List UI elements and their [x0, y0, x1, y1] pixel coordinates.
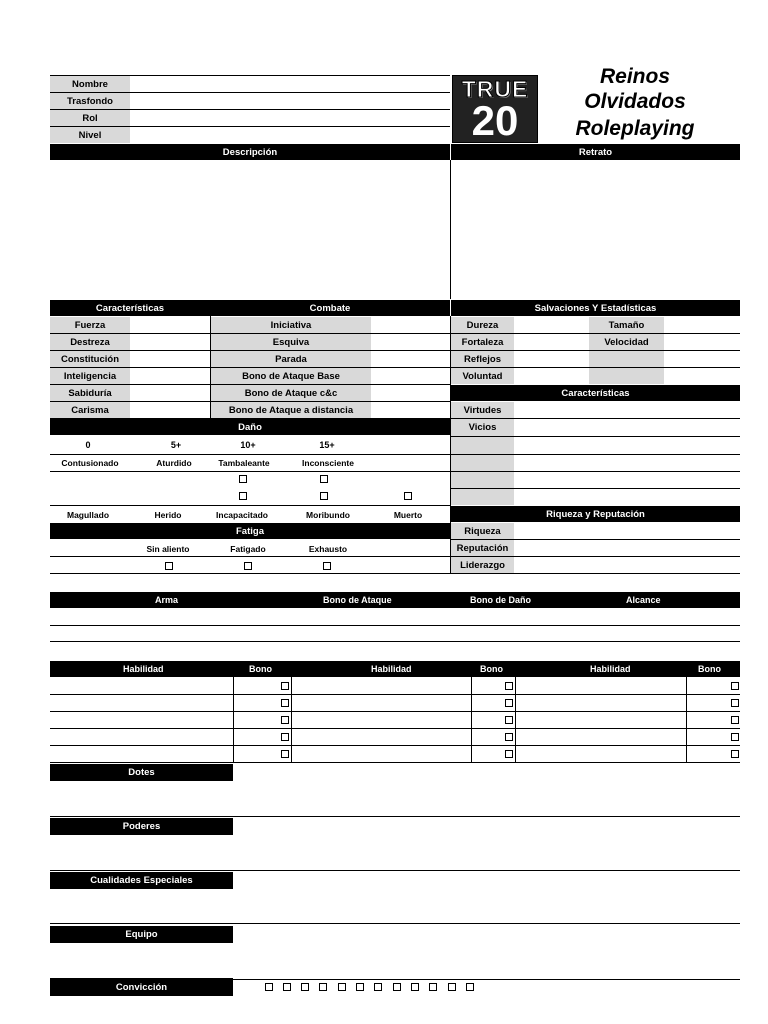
trait-blank	[451, 489, 514, 505]
title-line-1: Reinos	[599, 65, 670, 88]
skill-checkbox[interactable]	[505, 682, 513, 690]
ability-label: Constitución	[50, 351, 130, 367]
trait-blank	[451, 472, 514, 488]
equipment-header: Equipo	[50, 926, 233, 943]
conviction-header: Convicción	[50, 978, 233, 996]
ability-label: Sabiduría	[50, 385, 130, 401]
weapon-col-header: Bono de Ataque	[323, 595, 392, 605]
bonus-col-header: Bono	[698, 664, 721, 674]
abilities-header: Características	[50, 300, 210, 316]
skill-checkbox[interactable]	[281, 716, 289, 724]
conviction-checkbox[interactable]	[283, 983, 291, 991]
damage-threshold: 0	[85, 440, 91, 450]
damage-state: Aturdido	[156, 458, 192, 468]
combat-label: Iniciativa	[211, 317, 371, 333]
combat-label: Esquiva	[211, 334, 371, 350]
conviction-checkbox[interactable]	[393, 983, 401, 991]
fatigue-state: Exhausto	[308, 544, 348, 554]
logo-number: 20	[471, 97, 519, 144]
fatigue-header: Fatiga	[50, 523, 450, 539]
ability-label: Inteligencia	[50, 368, 130, 384]
damage-checkbox[interactable]	[239, 492, 247, 500]
wealth-label: Reputación	[451, 540, 514, 556]
conviction-checkbox[interactable]	[301, 983, 309, 991]
trait-blank	[451, 437, 514, 454]
weapon-col-header: Bono de Daño	[470, 595, 531, 605]
special-qualities-header: Cualidades Especiales	[50, 872, 233, 889]
name-field[interactable]	[131, 77, 449, 91]
damage-state: Tambaleante	[218, 458, 270, 468]
damage-header: Daño	[50, 419, 450, 435]
field-label-trasfondo: Trasfondo	[50, 93, 130, 109]
field-label-nivel: Nivel	[50, 127, 130, 143]
conviction-checkbox[interactable]	[448, 983, 456, 991]
stat-blank	[589, 351, 664, 367]
weapon-col-header: Arma	[155, 595, 179, 605]
save-label: Dureza	[451, 317, 514, 333]
combat-label: Parada	[211, 351, 371, 367]
wealth-label: Liderazgo	[451, 557, 514, 573]
ability-label: Carisma	[50, 402, 130, 418]
damage-threshold: 5+	[170, 440, 182, 450]
title-line-3: Roleplaying	[575, 117, 695, 140]
damage-state: Contusionado	[61, 458, 119, 468]
trait-label: Vicios	[451, 419, 514, 436]
damage-state: Muerto	[393, 510, 423, 520]
conviction-checkbox[interactable]	[411, 983, 419, 991]
stat-label: Velocidad	[589, 334, 664, 350]
skill-checkbox[interactable]	[731, 682, 739, 690]
description-header: Descripción	[50, 144, 450, 160]
damage-state: Inconsciente	[302, 458, 354, 468]
damage-state: Incapacitado	[216, 510, 268, 520]
weapons-header	[50, 592, 740, 608]
skill-col-header: Habilidad	[123, 664, 164, 674]
damage-state: Herido	[154, 510, 182, 520]
powers-header: Poderes	[50, 818, 233, 835]
powers-area[interactable]	[50, 836, 740, 869]
conviction-checkbox[interactable]	[265, 983, 273, 991]
skills-header	[50, 661, 740, 677]
skill-checkbox[interactable]	[731, 733, 739, 741]
damage-checkbox[interactable]	[320, 492, 328, 500]
combat-header: Combate	[210, 300, 450, 316]
ability-label: Destreza	[50, 334, 130, 350]
equipment-area[interactable]	[50, 944, 740, 978]
conviction-checkbox[interactable]	[338, 983, 346, 991]
conviction-checkbox[interactable]	[319, 983, 327, 991]
save-label: Reflejos	[451, 351, 514, 367]
field-label-rol: Rol	[50, 110, 130, 126]
fatigue-state: Sin aliento	[146, 544, 190, 554]
ability-label: Fuerza	[50, 317, 130, 333]
damage-checkbox[interactable]	[404, 492, 412, 500]
conviction-checkbox[interactable]	[356, 983, 364, 991]
damage-threshold: 15+	[319, 440, 335, 450]
skill-checkbox[interactable]	[505, 716, 513, 724]
title-line-2: Olvidados	[584, 90, 686, 113]
skill-checkbox[interactable]	[281, 733, 289, 741]
skill-checkbox[interactable]	[505, 733, 513, 741]
damage-checkbox[interactable]	[320, 475, 328, 483]
role-field[interactable]	[131, 111, 449, 125]
traits-header: Características	[451, 385, 740, 401]
weapon-col-header: Alcance	[626, 595, 661, 605]
skill-checkbox[interactable]	[731, 699, 739, 707]
portrait-area[interactable]	[452, 161, 740, 298]
conviction-checkbox[interactable]	[466, 983, 474, 991]
bonus-col-header: Bono	[480, 664, 503, 674]
damage-state: Magullado	[66, 510, 110, 520]
saves-stats-header: Salvaciones Y Estadísticas	[451, 300, 740, 316]
skill-checkbox[interactable]	[281, 682, 289, 690]
wealth-header: Riqueza y Reputación	[451, 506, 740, 522]
description-area[interactable]	[50, 161, 449, 298]
stat-blank	[589, 368, 664, 384]
bonus-col-header: Bono	[249, 664, 272, 674]
special-qualities-area[interactable]	[50, 890, 740, 922]
feats-header: Dotes	[50, 764, 233, 781]
conviction-checkbox[interactable]	[429, 983, 437, 991]
combat-label: Bono de Ataque Base	[211, 368, 371, 384]
trait-blank	[451, 455, 514, 471]
skill-checkbox[interactable]	[505, 699, 513, 707]
skill-checkbox[interactable]	[281, 750, 289, 758]
skill-checkbox[interactable]	[731, 750, 739, 758]
conviction-checkbox[interactable]	[374, 983, 382, 991]
stat-label: Tamaño	[589, 317, 664, 333]
level-field[interactable]	[131, 128, 449, 142]
fatigue-checkbox[interactable]	[323, 562, 331, 570]
combat-label: Bono de Ataque a distancia	[211, 402, 371, 418]
skill-checkbox[interactable]	[505, 750, 513, 758]
save-label: Fortaleza	[451, 334, 514, 350]
feats-area[interactable]	[50, 782, 740, 815]
save-label: Voluntad	[451, 368, 514, 384]
skill-col-header: Habilidad	[371, 664, 412, 674]
field-label-nombre: Nombre	[50, 76, 130, 92]
combat-label: Bono de Ataque c&c	[211, 385, 371, 401]
skill-checkbox[interactable]	[731, 716, 739, 724]
fatigue-state: Fatigado	[230, 544, 266, 554]
true20-logo	[452, 75, 538, 143]
skill-col-header: Habilidad	[590, 664, 631, 674]
background-field[interactable]	[131, 94, 449, 108]
damage-state: Moribundo	[306, 510, 350, 520]
wealth-label: Riqueza	[451, 523, 514, 539]
damage-threshold: 10+	[240, 440, 256, 450]
fatigue-checkbox[interactable]	[165, 562, 173, 570]
fatigue-checkbox[interactable]	[244, 562, 252, 570]
skill-checkbox[interactable]	[281, 699, 289, 707]
trait-label: Virtudes	[451, 402, 514, 418]
logo-text: TRUE	[461, 76, 529, 102]
damage-checkbox[interactable]	[239, 475, 247, 483]
portrait-header: Retrato	[451, 144, 740, 160]
